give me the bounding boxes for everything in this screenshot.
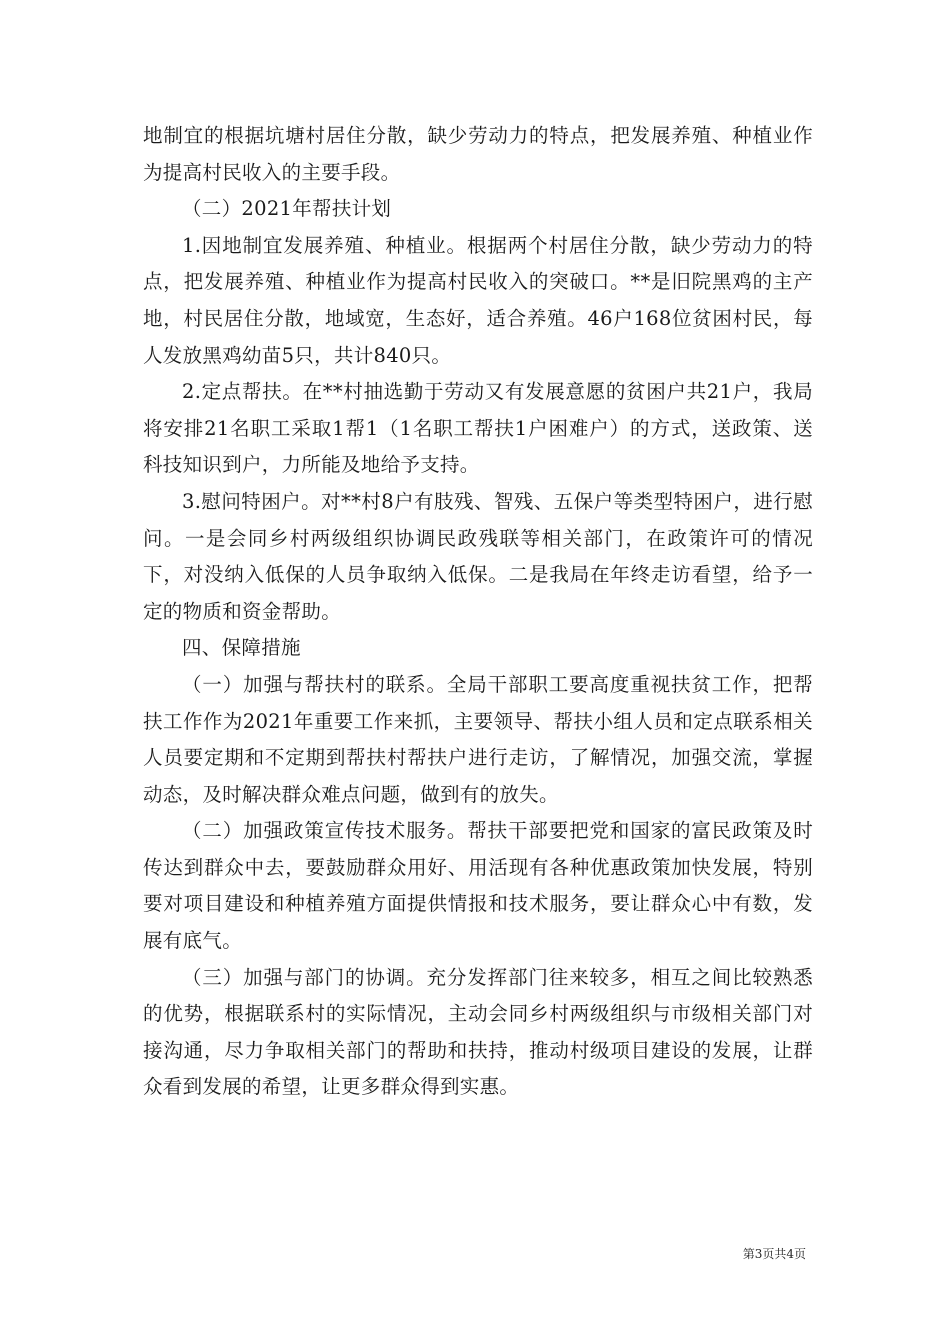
paragraph-plan-item-3: 3.慰问特困户。对**村8户有肢残、智残、五保户等类型特困户，进行慰问。一是会同乡村两级组织协调民政残联等相关部门，在政策许可的情况下，对没纳入低保的人员争取纳入低保。二是我局在年终走访看望，给予一定的物质和资金帮助。 (143, 489, 813, 623)
heading-help-plan-2021: （二）2021年帮扶计划 (182, 197, 392, 221)
paragraph-measure-3: （三）加强与部门的协调。充分发挥部门往来较多，相互之间比较熟悉的优势，根据联系村的实际情况，主动会同乡村两级组织与市级相关部门对接沟通，尽力争取相关部门的帮助和扶持，推动村级项目建设的发展，让群众看到发展的希望，让更多群众得到实惠。 (143, 965, 813, 1099)
paragraph-measure-2: （二）加强政策宣传技术服务。帮扶干部要把党和国家的富民政策及时传达到群众中去，要鼓励群众用好、用活现有各种优惠政策加快发展，特别要对项目建设和种植养殖方面提供情报和技术服务，要让群众心中有数，发展有底气。 (143, 819, 813, 953)
document-body (143, 118, 813, 1106)
paragraph-plan-item-2: 2.定点帮扶。在**村抽选勤于劳动又有发展意愿的贫困户共21户，我局将安排21名职工采取1帮1（1名职工帮扶1户困难户）的方式，送政策、送科技知识到户，力所能及地给予支持。 (143, 380, 813, 477)
paragraph-plan-item-1: 1.因地制宜发展养殖、种植业。根据两个村居住分散，缺少劳动力的特点，把发展养殖、种植业作为提高村民收入的突破口。**是旧院黑鸡的主产地，村民居住分散，地域宽，生态好，适合养殖。46户168位贫困村民，每人发放黑鸡幼苗5只，共计840只。 (143, 233, 813, 367)
paragraph-continuation: 地制宜的根据坑塘村居住分散，缺少劳动力的特点，把发展养殖、种植业作为提高村民收入的主要手段。 (143, 124, 813, 184)
page-number-footer: 第3页共4页 (742, 1247, 806, 1261)
heading-safeguard-measures: 四、保障措施 (182, 636, 301, 660)
paragraph-measure-1: （一）加强与帮扶村的联系。全局干部职工要高度重视扶贫工作，把帮扶工作作为2021年重要工作来抓，主要领导、帮扶小组人员和定点联系相关人员要定期和不定期到帮扶村帮扶户进行走访，了解情况，加强交流，掌握动态，及时解决群众难点问题，做到有的放失。 (143, 672, 813, 806)
